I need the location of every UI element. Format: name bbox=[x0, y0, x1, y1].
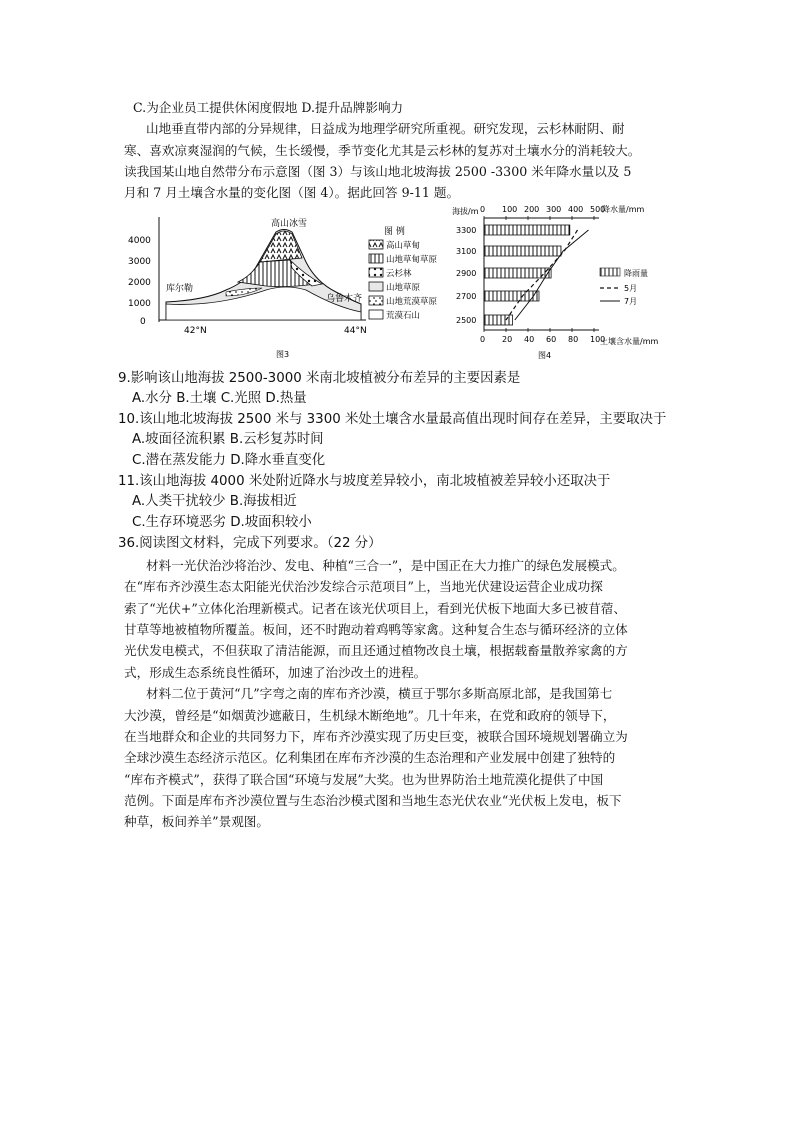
category-label: 2700 bbox=[456, 292, 477, 301]
y-tick: 2000 bbox=[128, 278, 151, 288]
bottom-tick-label: 80 bbox=[568, 335, 579, 344]
material-line: 甘草等地被植物所覆盖。板间，还不时跑动着鸡鸭等家禽。这种复合生态与循环经济的立体 bbox=[124, 622, 628, 637]
material-line: 材料二位于黄河“几”字弯之南的库布齐沙漠，横亘于鄂尔多斯高原北部，是我国第七 bbox=[146, 686, 613, 701]
right-place-label: 乌鲁木齐 bbox=[326, 294, 363, 304]
rain-bar bbox=[484, 225, 570, 235]
rain-bar bbox=[484, 246, 561, 256]
bottom-axis-label: 土壤含水量/mm bbox=[600, 337, 659, 346]
y-tick: 3000 bbox=[128, 257, 151, 267]
question-11-options-cd: C.生存环境恶劣 D.坡面积较小 bbox=[132, 515, 312, 530]
y-axis-label: 海拔/m bbox=[452, 207, 479, 216]
material-line: 大沙漠，曾经是“如烟黄沙遮蔽日，生机绿木断绝地”。几十年来，在党和政府的领导下， bbox=[124, 708, 616, 723]
legend-item: 5月 bbox=[624, 284, 638, 293]
material-line: “库布齐模式”，获得了联合国“环境与发展”大奖。也为世界防治土地荒漠化提供了中国 bbox=[124, 772, 604, 787]
top-tick-label: 0 bbox=[480, 205, 486, 214]
intro-line: 山地垂直带内部的分异规律，日益成为地理学研究所重视。研究发现，云杉林耐阴、耐 bbox=[146, 121, 625, 136]
figure-3-mountain-profile bbox=[126, 212, 446, 362]
top-tick-label: 300 bbox=[546, 205, 562, 214]
y-tick: 4000 bbox=[128, 236, 151, 246]
legend-title: 图 例 bbox=[384, 227, 405, 237]
x-tick: 44°N bbox=[344, 326, 367, 336]
top-tick-label: 500 bbox=[590, 205, 606, 214]
question-11-stem: 11.该山地海拔 4000 米处附近降水与坡度差异较小，南北坡植被差异较小还取决于 bbox=[118, 474, 611, 489]
y-tick: 1000 bbox=[128, 299, 151, 309]
question-11-options-ab: A.人类干扰较少 B.海拔相近 bbox=[132, 494, 297, 509]
rain-bar bbox=[484, 315, 513, 325]
category-label: 3100 bbox=[456, 247, 477, 256]
legend-item: 山地荒漠草原 bbox=[386, 297, 438, 307]
bottom-tick-label: 40 bbox=[524, 335, 535, 344]
material-line: 在“库布齐沙漠生态太阳能光伏治沙发综合示范项目”上，当地光伏建设运营企业成功探 bbox=[124, 579, 603, 594]
material-line: 种草，板间养羊”景观图。 bbox=[124, 814, 269, 829]
question-9-stem: 9.影响该山地海拔 2500-3000 米南北坡植被分布差异的主要因素是 bbox=[118, 371, 521, 386]
top-tick-label: 100 bbox=[502, 205, 518, 214]
question-10-options-cd: C.潜在蒸发能力 D.降水垂直变化 bbox=[132, 453, 326, 468]
figure-caption: 图4 bbox=[538, 351, 552, 360]
question-36-stem: 36.阅读图文材料，完成下列要求。（22 分） bbox=[118, 536, 382, 551]
category-label: 2500 bbox=[456, 316, 477, 325]
material-line: 在当地群众和企业的共同努力下，库布齐沙漠实现了历史巨变，被联合国环境规划署确立为 bbox=[124, 729, 628, 744]
material-line: 材料一光伏治沙将治沙、发电、种植“三合一”，是中国正在大力推广的绿色发展模式。 bbox=[146, 558, 625, 573]
legend-item: 山地草甸草原 bbox=[386, 255, 438, 265]
figure-caption: 图3 bbox=[276, 350, 290, 359]
question-10-options-ab: A.坡面径流积累 B.云杉复苏时间 bbox=[132, 432, 324, 447]
left-place-label: 库尔勒 bbox=[166, 284, 194, 294]
x-tick: 42°N bbox=[184, 326, 207, 336]
intro-line: 寒、喜欢凉爽湿润的气候，生长缓慢，季节变化尤其是云杉林的复苏对土壤水分的消耗较大。 bbox=[124, 143, 641, 158]
bottom-tick-label: 100 bbox=[590, 335, 606, 344]
question-9-options: A.水分 B.土壤 C.光照 D.热量 bbox=[132, 391, 307, 406]
top-tick-label: 200 bbox=[524, 205, 540, 214]
legend-item: 山地草原 bbox=[386, 283, 421, 293]
figure-4-chart bbox=[448, 200, 670, 362]
question-10-stem: 10.该山地北坡海拔 2500 米与 3300 米处土壤含水量最高值出现时间存在差异，主要取决于 bbox=[118, 412, 667, 427]
options-c-d-previous: C.为企业员工提供休闲度假地 D.提升品牌影响力 bbox=[133, 100, 404, 115]
intro-line: 读我国某山地自然带分布示意图（图 3）与该山地北坡海拔 2500 -3300 米年降水量以及 5 bbox=[124, 164, 632, 179]
bottom-tick-label: 0 bbox=[480, 335, 486, 344]
y-tick: 0 bbox=[140, 317, 146, 327]
category-label: 2900 bbox=[456, 269, 477, 278]
legend-item: 降雨量 bbox=[624, 269, 648, 278]
top-axis-label: 降水量/mm bbox=[602, 205, 645, 214]
peak-label: 高山冰雪 bbox=[271, 219, 308, 229]
legend-item: 7月 bbox=[624, 297, 638, 306]
bottom-tick-label: 60 bbox=[546, 335, 557, 344]
legend-item: 云杉林 bbox=[386, 269, 412, 279]
top-tick-label: 400 bbox=[568, 205, 584, 214]
category-label: 3300 bbox=[456, 226, 477, 235]
material-line: 索了“光伏+”立体化治理新模式。记者在该光伏项目上，看到光伏板下地面大多已被苜蓿、 bbox=[124, 601, 626, 616]
material-line: 全球沙漠生态经济示范区。亿利集团在库布齐沙漠的生态治理和产业发展中创建了独特的 bbox=[124, 750, 616, 765]
legend-item: 高山草甸 bbox=[386, 241, 421, 251]
material-line: 光伏发电模式，不但获取了清洁能源，而且还通过植物改良土壤，根据载畜量散养家禽的方 bbox=[124, 643, 628, 658]
material-line: 范例。下面是库布齐沙漠位置与生态治沙模式图和当地生态光伏农业“光伏板上发电，板下 bbox=[124, 793, 622, 808]
material-line: 式，形成生态系统良性循环，加速了治沙改土的进程。 bbox=[124, 665, 427, 680]
bottom-tick-label: 20 bbox=[502, 335, 513, 344]
legend-item: 荒漠石山 bbox=[386, 311, 421, 321]
intro-line: 月和 7 月土壤含水量的变化图（图 4）。据此回答 9-11 题。 bbox=[124, 185, 460, 200]
